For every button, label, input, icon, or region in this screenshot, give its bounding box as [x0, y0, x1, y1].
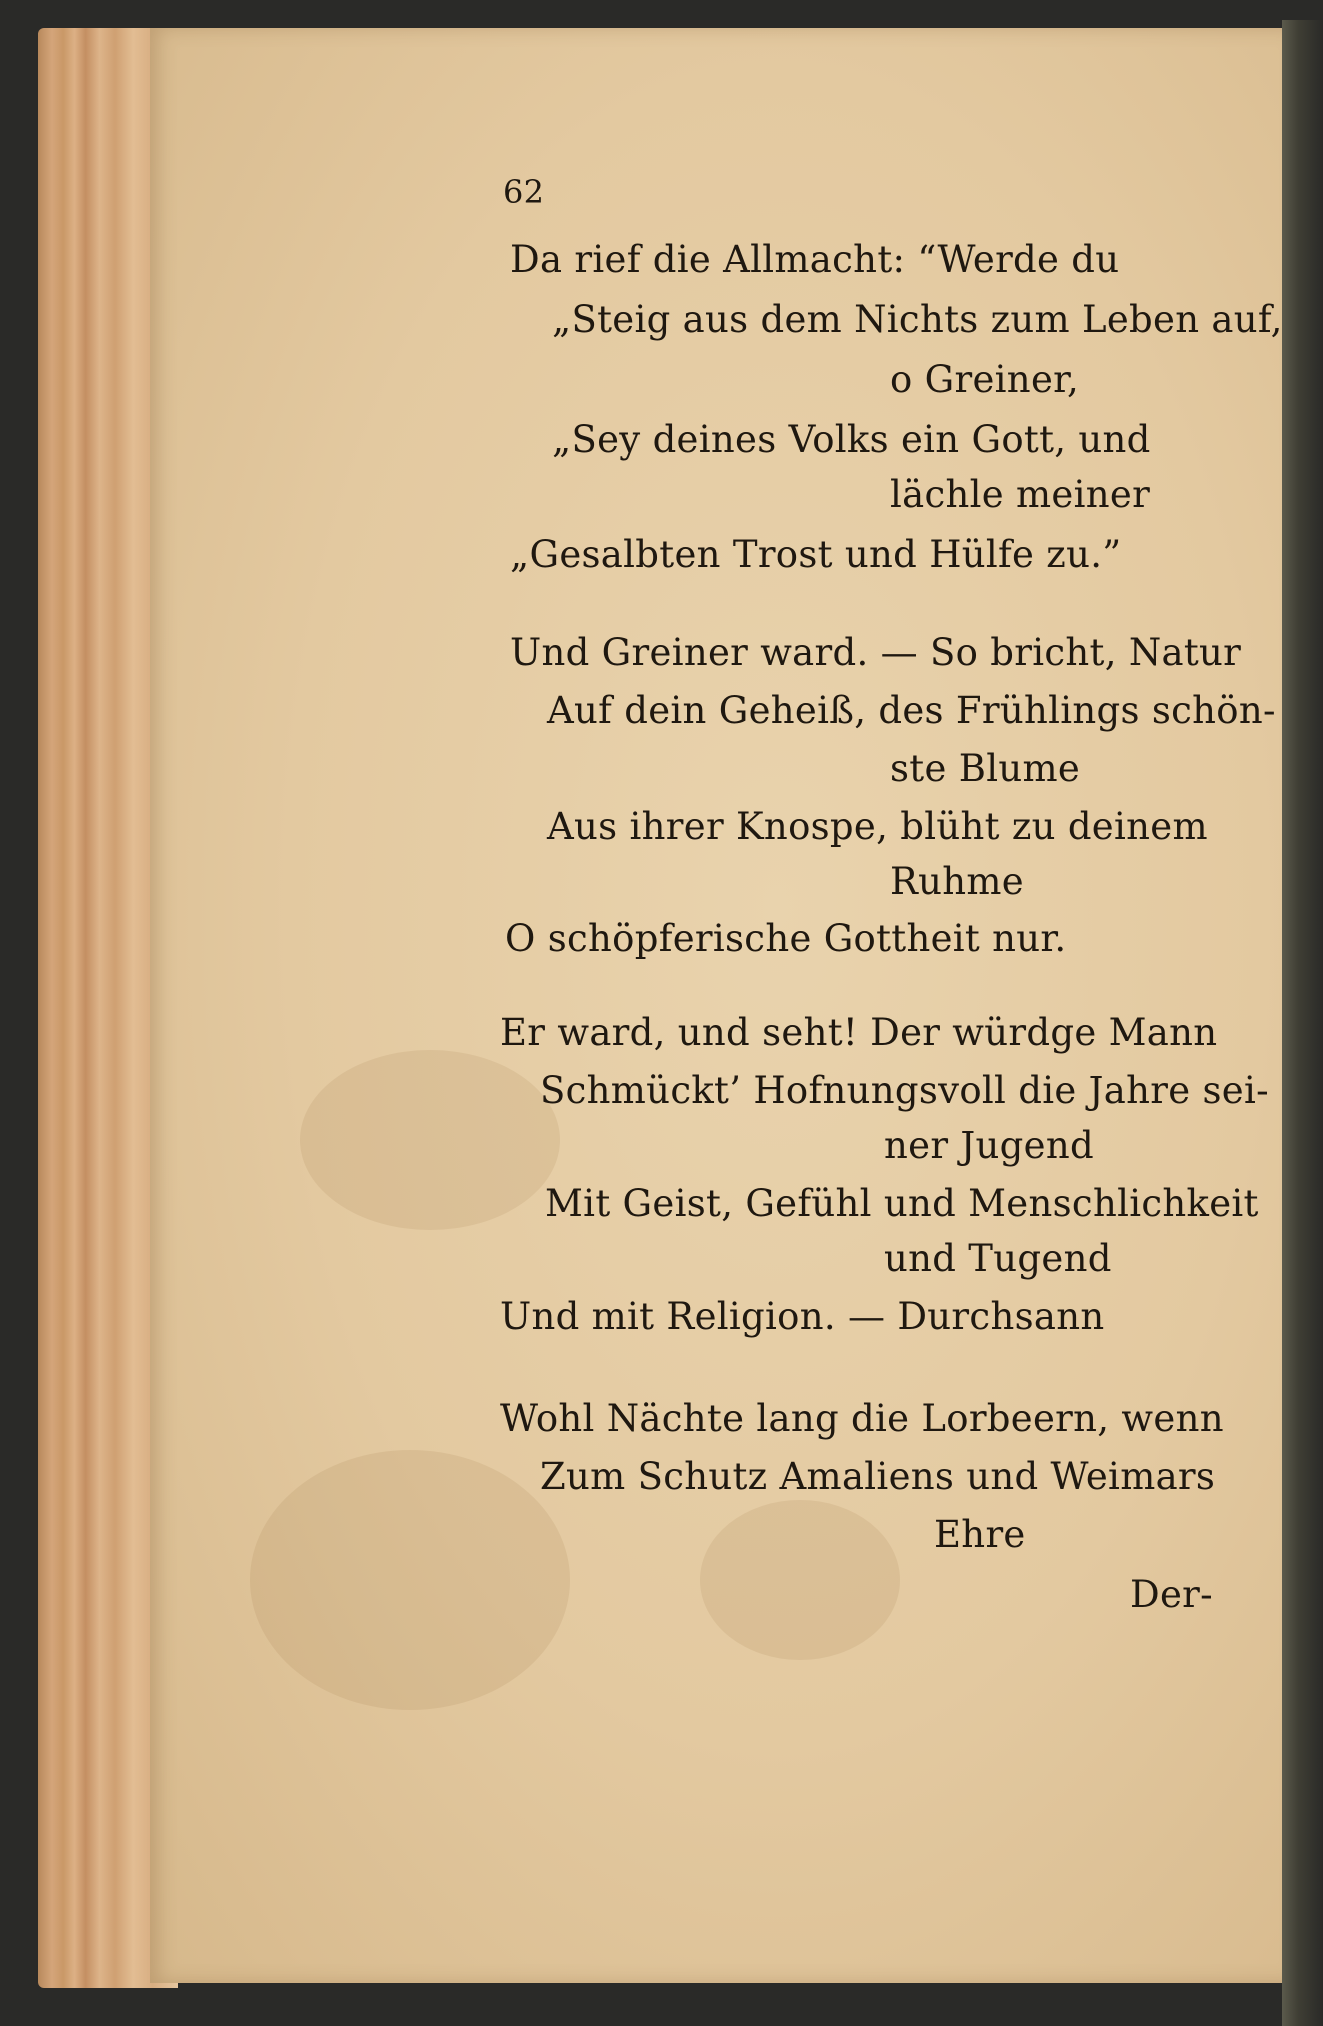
verse-line: lächle meiner [890, 473, 1151, 516]
verse-line: Auf dein Geheiß, des Frühlings schön- [547, 689, 1276, 732]
verse-line: „Gesalbten Trost und Hülfe zu.” [510, 533, 1122, 576]
verse-line: Mit Geist, Gefühl und Menschlichkeit [545, 1182, 1259, 1225]
verse-line: Und mit Religion. — Durchsann [500, 1295, 1105, 1338]
verse-line: ner Jugend [884, 1124, 1094, 1167]
verse-line: Ehre [934, 1513, 1026, 1556]
verse-line: Zum Schutz Amaliens und Weimars [540, 1455, 1216, 1498]
verse-line: „Sey deines Volks ein Gott, und [552, 418, 1151, 461]
verse-line: ste Blume [890, 747, 1081, 790]
verse-line: „Steig aus dem Nichts zum Leben auf, [552, 298, 1283, 341]
verse-line: und Tugend [884, 1237, 1112, 1280]
verse-line: Aus ihrer Knospe, blüht zu deinem [547, 805, 1208, 848]
page-number: 62 [503, 173, 545, 211]
verse-line: Schmückt’ Hofnungsvoll die Jahre sei- [540, 1069, 1269, 1112]
verse-line: Er ward, und seht! Der würdge Mann [500, 1011, 1218, 1054]
verse-line: Wohl Nächte lang die Lorbeern, wenn [500, 1397, 1224, 1440]
verse-line: Da rief die Allmacht: “Werde du [510, 238, 1120, 281]
verse-line: o Greiner, [890, 358, 1080, 401]
verse-line: Ruhme [890, 860, 1024, 903]
catchword: Der- [1130, 1573, 1213, 1616]
verse-line: O schöpferische Gottheit nur. [505, 917, 1067, 960]
verse-line: Und Greiner ward. — So bricht, Natur [510, 631, 1242, 674]
